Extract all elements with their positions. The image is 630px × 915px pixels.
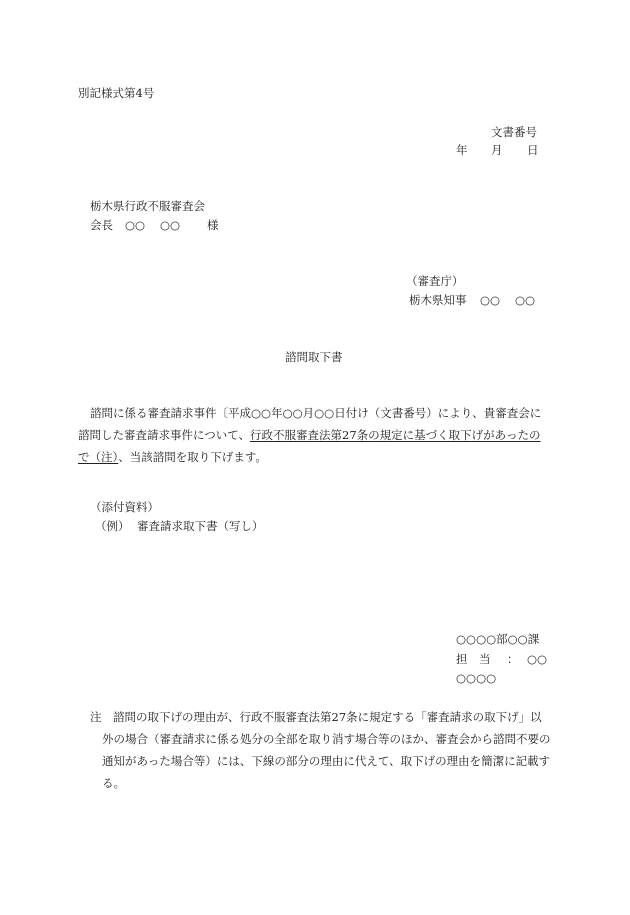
body-line-3: [78, 446, 552, 468]
date-year: 年: [456, 143, 468, 157]
recipient-honorific: 様: [207, 218, 219, 232]
body-line-2-underlined: 行政不服審査法第27条の規定に基づく取下げがあったの: [250, 428, 541, 442]
sender-title: 栃木県知事: [409, 293, 467, 307]
sender-name-1: ○○: [480, 293, 501, 307]
attachment-item: 審査請求取下書（写し）: [137, 519, 264, 533]
document-title: 諮問取下書: [285, 350, 343, 364]
date-month: 月: [491, 143, 503, 157]
attachment-example-label: （例）: [95, 519, 130, 533]
body-line-3-plain: 、当該諮問を取り下げます。: [118, 450, 267, 464]
sender-role: （審査庁）: [406, 274, 464, 288]
recipient-name-2: ○○: [160, 218, 181, 232]
contact-person-label: 担 当: [456, 652, 491, 666]
recipient-title: 会長: [90, 218, 113, 232]
body-paragraph: [78, 402, 552, 468]
body-line-1: 諮問に係る審査請求事件〔平成○○年○○月○○日付け（文書番号）により、貴審査会に: [90, 406, 542, 420]
note-line-4: る。: [102, 776, 125, 790]
note-text-1: 諮問の取下げの理由が、行政不服審査法第27条に規定する「審査請求の取下げ」以: [113, 710, 542, 724]
note-block: [90, 706, 552, 794]
body-line-3-underlined: で（注）: [78, 450, 119, 464]
document-number: 文書番号: [491, 125, 537, 139]
note-label: 注: [90, 710, 102, 724]
recipient-org: 栃木県行政不服審査会: [90, 199, 205, 213]
form-label: 別記様式第4号: [78, 86, 155, 100]
contact-person-name: ○○: [527, 652, 548, 666]
body-line-2-plain: 諮問した審査請求事件について、: [78, 428, 251, 442]
note-line-2: 外の場合（審査請求に係る処分の全部を取り消す場合等のほか、審査会から諮問不要の: [102, 732, 551, 746]
attachments-heading: （添付資料）: [90, 500, 159, 514]
note-line-3: 通知があった場合等）には、下線の部分の理由に代えて、取下げの理由を簡潔に記載す: [102, 754, 551, 768]
date-day: 日: [527, 143, 539, 157]
body-line-2: [78, 424, 552, 446]
contact-separator: ：: [507, 652, 519, 666]
contact-department: ○○○○部○○課: [456, 632, 540, 646]
sender-name-2: ○○: [515, 293, 536, 307]
note-line-1: [90, 706, 552, 728]
recipient-name-1: ○○: [125, 218, 146, 232]
contact-person-name-2: ○○○○: [456, 671, 497, 685]
